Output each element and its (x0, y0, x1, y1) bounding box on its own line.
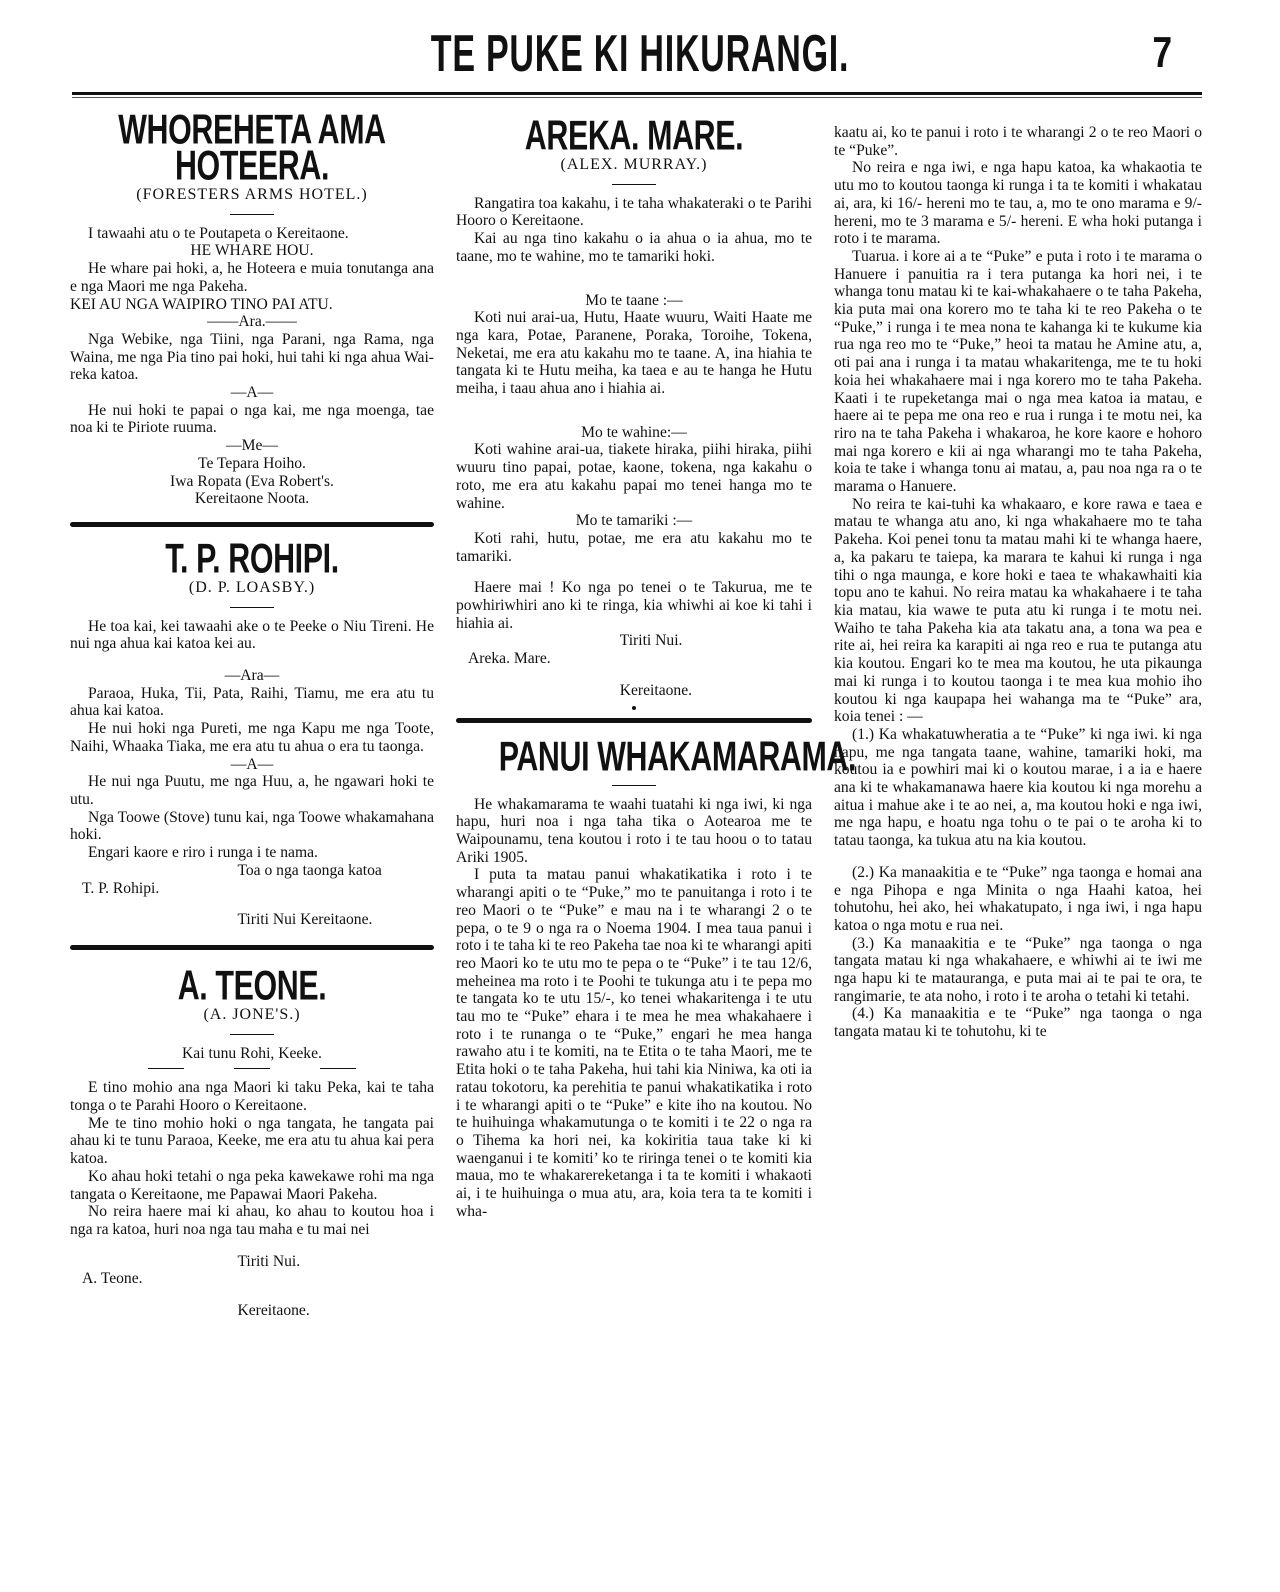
signature-line: A. Teone. (82, 1270, 143, 1288)
centered-line: Mo te tamariki :— (575, 512, 693, 530)
column-middle (456, 112, 857, 1220)
divider-triple (70, 1068, 434, 1069)
paragraph: (3.) Ka manaakitia e te “Puke” nga taonga o nga tangata matau ki nga whakahaere, e whiwhi ai te iwi me nga hapu ki te matauranga, e puta mai ai te pai te ora, te rangimarie, te ata noho, i roto i te aroha o tetahi ki tetahi. (834, 934, 1202, 1005)
paragraph: Nga Toowe (Stove) tunu kai, nga Toowe whakamahana hoki. (70, 808, 434, 844)
signature-line: Tiriti Nui. (619, 632, 683, 650)
signature-line: Tiriti Nui. (237, 1252, 301, 1270)
paragraph: (2.) Ka manaakitia e te “Puke” nga taonga e homai ana e nga Pihopa e nga Minita o nga Haahi katoa, hei tohutohu, hei ako, hei whakatupato, i nga iwi, i nga hapu katoa o nga motu e rua nei. (834, 863, 1202, 934)
column-right (834, 124, 1202, 1041)
centered-line: —A— (230, 755, 274, 773)
paragraph: E tino mohio ana nga Maori ki taku Peka, kai te taha tonga o te Parahi Hooro o Kereitaone. (70, 1079, 434, 1115)
article-panui-continued (834, 124, 1202, 1041)
paragraph: Koti wahine arai-ua, tiakete hiraka, piihi hiraka, piihi wuuru tino papai, potae, kaone, tokena, nga kakahu o roto, me era atu kakahu papai mo tenei hanga mo te wahine. (456, 441, 812, 512)
paragraph: (1.) Ka whakatuwheratia a te “Puke” ki nga iwi. ki nga hapu, me nga tangata taane, wahine, tamariki hoki, ma koutou ia e powhiri mai ki o koutou marae, i a ia e haere ana ki te whakamanawa haere kia koutou ki nga morehu a aitua i mahue ake i te ao nei, a, ma koutou hoki e nga iwi, me nga hapu, e hoatu nga tohu o te pai o te aroha ki to tatau taonga, ka tukua atu na kia koutou. (834, 725, 1202, 850)
centered-line: ——Ara.—— (207, 313, 297, 331)
paragraph: I puta ta matau panui whakatikatika i roto i te wharangi apiti o te “Puke,” mo te panuitanga i roto i te reo Maori o te “Puke” e mau na i te wharangi 2 o te pepa, o te 9 o nga ra o Noema 1904. I mea taua panui i roto i te taha ki te reo Pakeha tae noa ki te wharangi apiti reo Maori ko te utu mo te pepa o te “Puke” i te tau 12/6, meheinea ma roto i te Poohi te tukunga atu i te pepa mo te tangata ko te utu 15/-, ko tenei whakaritenga i te utu tau mo te “Puke” ehara i te mea he mea whakahaere i roto i te runanga o te “Puke,” engari he mea hanga rawaho atu i te komiti, na te Etita o te taha Maori, me te Etita hoki o te taha Pakeha, hui tahi kia Niniwa, ka oti ia ratau tokotoru, ka perehitia te panui whakatikatika i roto i te wharangi apiti o te “Puke” e kite iho na koutou. No te huihuinga whakamutunga o te komiti i te 22 o nga ra o Tihema ka hori nei, ka kokiritia taua take ki ki waenganui i te komiti’ ko te riringa tenei o te komiti kia maua, mo te whakarereketanga i ta te komiti i whakaoti ai, i te huihuinga o mua atu, ara, koia tera ta te komiti i wha- (456, 866, 812, 1220)
headline: WHOREHETA AMA (118, 106, 386, 154)
signature-line: T. P. Rohipi. (82, 879, 160, 897)
paragraph: Paraoa, Huka, Tii, Pata, Raihi, Tiamu, me era atu tu ahua kai katoa. (70, 684, 434, 720)
paragraph: He toa kai, kei tawaahi ake o te Peeke o Niu Tireni. He nui nga ahua kai katoa kei au. (70, 617, 434, 653)
masthead (0, 22, 1280, 92)
paragraph: No reira e nga iwi, e nga hapu katoa, ka whakaotia te utu mo to koutou taonga ki runga i ta te komiti i whakatau ai, ara, ki 16/- hereni mo te tau, a, mo te ono marama e 9/- hereni, mo te 3 marama e 5/- hereni. E wha hoki putanga i roto i te marama. (834, 159, 1202, 248)
divider (612, 184, 656, 185)
newspaper-title: TE PUKE KI HIKURANGI. (430, 23, 850, 83)
paragraph: kaatu ai, ko te panui i roto i te wharangi 2 o te reo Maori o te “Puke”. (834, 124, 1202, 159)
paragraph: Koti rahi, hutu, potae, me era atu kakahu mo te tamariki. (456, 529, 812, 565)
paragraph: Haere mai ! Ko nga po tenei o te Takurua, me te powhiriwhiri ano ki te ringa, kia whiwhi ai koe ki tahi i hiahia ai. (456, 579, 812, 632)
paragraph: Rangatira toa kakahu, i te taha whakateraki o te Parihi Hooro o Kereitaone. (456, 194, 812, 230)
header-rule-thin (72, 97, 1202, 98)
paragraph: Koti nui arai-ua, Hutu, Haate wuuru, Waiti Haate me nga kara, Potae, Paranene, Poraka, Toroihe, Tokena, Neketai, me era atu kakahu mo te taane. A, ina hiahia te tangata ki te Hutu meiha, ka taea e au te hanga he Hutu meiha, i taau ahua ano i hiahia ai. (456, 309, 812, 398)
centered-line: Mo te wahine:— (581, 423, 687, 441)
signature-line: Kereitaone. (619, 681, 693, 699)
divider (230, 1034, 274, 1035)
header-rule (72, 92, 1202, 95)
centered-line: Mo te taane :— (585, 291, 683, 309)
paragraph: Nga Webike, nga Tiini, nga Parani, nga Rama, nga Waina, me nga Pia tino pai hoki, hui tahi ki nga ahua Wai-reka katoa. (70, 330, 434, 384)
column-left (70, 106, 434, 1320)
ornament-dot (632, 706, 636, 710)
signature-line: Tiriti Nui Kereitaone. (237, 911, 373, 929)
ad-teone (70, 962, 434, 1320)
paragraph: Me te tino mohio hoki o nga tangata, he tangata pai ahau ki te tunu Paraoa, Keeke, me era atu tu ahua kai pera katoa. (70, 1114, 434, 1168)
page-number: 7 (1152, 28, 1173, 77)
ad-areka (456, 112, 812, 700)
article-panui (456, 733, 857, 1221)
paragraph: I tawaahi atu o te Poutapeta o Kereitaone. (88, 224, 349, 242)
centered-line: Kereitaone Noota. (194, 490, 310, 508)
subtitle: (FORESTERS ARMS HOTEL.) (136, 186, 368, 203)
centered-line: —Ara— (224, 667, 280, 685)
paragraph: He nui hoki te papai o nga kai, me nga moenga, tae noa ki te Piriote ruuma. (70, 401, 434, 437)
headline: AREKA. MARE. (524, 112, 744, 160)
paragraph: Kai au nga tino kakahu o ia ahua o ia ahua, mo te taane, mo te wahine, mo te tamariki hoki. (456, 230, 812, 265)
ad-rohipi (70, 535, 434, 929)
headline: PANUI WHAKAMARAMA. (498, 733, 857, 780)
headline: T. P. ROHIPI. (165, 535, 339, 583)
subtitle: (D. P. LOASBY.) (188, 578, 316, 596)
centered-line: HE WHARE HOU. (190, 242, 314, 260)
paragraph: (4.) Ka manaakitia e te “Puke” nga taonga o nga tangata matau ki te tohutohu, ki te (834, 1005, 1202, 1041)
centered-line: Te Tepara Hoiho. (198, 454, 306, 472)
divider (612, 785, 656, 786)
centered-line: —Me— (226, 437, 278, 455)
tagline: Kai tunu Rohi, Keeke. (182, 1044, 322, 1062)
subtitle: (ALEX. MURRAY.) (560, 156, 708, 173)
headline: HOTEERA. (174, 142, 330, 190)
ad-whoreheta (70, 106, 434, 508)
paragraph: KEI AU NGA WAIPIRO TINO PAI ATU. (70, 295, 333, 313)
section-rule (70, 945, 434, 950)
paragraph: He whakamarama te waahi tuatahi ki nga iwi, ki nga hapu, huri noa i nga taha tika o Aotearoa me te Waipounamu, tena koutou i roto i te tau hoou o to tatau Ariki 1905. (456, 795, 812, 866)
section-rule (70, 522, 434, 527)
centered-line: —A— (230, 384, 274, 402)
paragraph: He nui hoki nga Pureti, me nga Kapu me nga Toote, Naihi, Whaaka Tiaka, me era atu tu ahua o era tu taonga. (70, 720, 434, 755)
paragraph: No reira haere mai ki ahau, ko ahau to koutou hoa i nga ra katoa, huri noa nga tau maha e tu mai nei (70, 1203, 434, 1238)
paragraph: No reira te kai-tuhi ka whakaaro, e kore rawa e taea e matau te whanga atu ano, ki nga whakahaere mo te taha Pakeha. Koi penei tonu ta matau mahi ki te whanga haere, a, ka pakaru te taiepa, ka marara te kahui ki runga i nga tihi o nga maunga, e kore hoki e taea te whakawhaiti kia topu ano te kahui. No reira matau ka whakahaere i te taha kia matau, kia wawe te puta atu ki runga i te motu nei. Waiho te taha Pakeha kia ata takatu ana, a tona wa pea e rite ai, hei reira ka karapiti ai nga reo e rua te putanga atu kia koutou. Engari ko te mea ma koutou, he uta pikaunga mai ki runga i to koutou taonga i te mea kua mohio iho koutou ki nga kaupapa hei wahanga ma te “Puke” ara, koia tenei : — (834, 495, 1202, 726)
divider (230, 214, 274, 215)
centered-line: Iwa Ropata (Eva Robert's. (170, 472, 334, 490)
divider (230, 607, 274, 608)
paragraph: Tuarua. i kore ai a te “Puke” e puta i roto i te marama o Hanuere i panuitia ra i tera putanga ka hori nei, i te whanga tonu matau ki te kai-whakahaere o te taha Pakeha, kia puta mai ona korero mo te taha ki te reo Pakeha o te “Puke,” i runga i te mea nona te kahanga ki te kukume kia rua nga reo mo te “Puke,” heoi ta matau he Amine atu, a, oti pai ana i runga i ta matau whakaritenga, me te tu hoki koia hei whakahaere mai i nga korero mo te taha Pakeha. Kaati i te rupeketanga mai o nga mea katoa ia matau, e haere ai te pepa me ona reo e rua i runga i te motu nei, ka riro na te taha Pakeha i whakaroa, he kore kaore e hohoro mai nga korero e kii ai nga wharangi mo te taha Pakeha, koia te take i whanga tonu ai matau, a, pau noa nga ra o te marama o Hanuere. (834, 247, 1202, 496)
subtitle: (A. JONE'S.) (203, 1005, 301, 1023)
headline: A. TEONE. (177, 962, 327, 1010)
section-rule (456, 718, 812, 723)
signature-line: Kereitaone. (237, 1302, 310, 1320)
signature-line: Toa o nga taonga katoa (237, 861, 382, 879)
signature-line: Areka. Mare. (468, 650, 551, 668)
paragraph: Engari kaore e riro i runga i te nama. (88, 844, 318, 862)
paragraph: Ko ahau hoki tetahi o nga peka kawekawe rohi ma nga tangata o Kereitaone, me Papawai Maori Pakeha. (70, 1167, 434, 1203)
paragraph: He whare pai hoki, a, he Hoteera e muia tonutanga ana e nga Maori me nga Pakeha. (70, 260, 434, 295)
paragraph: He nui nga Puutu, me nga Huu, a, he ngawari hoki te utu. (70, 773, 434, 808)
